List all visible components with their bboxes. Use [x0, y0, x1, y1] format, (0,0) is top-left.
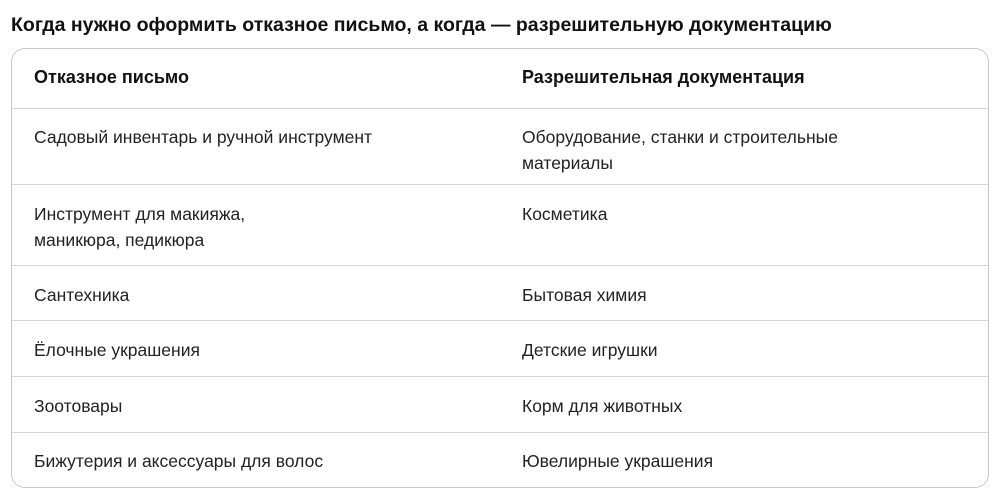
- cell-line: Оборудование, станки и строительные: [522, 127, 838, 147]
- table-cell-refusal: [12, 124, 500, 184]
- table-cell-permit: [500, 448, 988, 474]
- cell-line: Зоотовары: [34, 396, 123, 416]
- table-cell-permit: [500, 337, 988, 376]
- table-cell-refusal: [12, 393, 500, 432]
- table-cell-refusal: [12, 201, 500, 265]
- cell-line: Бытовая химия: [522, 285, 647, 305]
- cell-line: Косметика: [522, 204, 608, 224]
- cell-line: Корм для животных: [522, 396, 683, 416]
- table-cell-refusal: [12, 282, 500, 320]
- table-cell-permit: [500, 124, 988, 184]
- header-cell-permit-docs: Разрешительная документация: [522, 67, 805, 87]
- comparison-table: [11, 48, 989, 488]
- table-row: [12, 377, 988, 433]
- cell-line: Ёлочные украшения: [34, 340, 200, 360]
- cell-line: Инструмент для макияжа,: [34, 204, 246, 224]
- header-cell-refusal-letter: Отказное письмо: [34, 67, 189, 87]
- table-cell-refusal: [12, 337, 500, 376]
- cell-line: Детские игрушки: [522, 340, 658, 360]
- table-cell-permit: [500, 282, 988, 320]
- table-cell-refusal: [12, 448, 500, 474]
- table-cell-permit: [500, 201, 988, 265]
- cell-line: маникюра, педикюра: [34, 230, 205, 250]
- cell-line: материалы: [522, 153, 613, 173]
- table-row: [12, 433, 988, 474]
- cell-line: Ювелирные украшения: [522, 451, 714, 471]
- page-title: Когда нужно оформить отказное письмо, а когда — разрешительную документацию: [11, 14, 832, 36]
- table-row: [12, 185, 988, 266]
- table-row: [12, 321, 988, 377]
- table-header-row: [12, 49, 988, 109]
- table-row: [12, 109, 988, 185]
- cell-line: Бижутерия и аксессуары для волос: [34, 451, 324, 471]
- cell-line: Сантехника: [34, 285, 130, 305]
- cell-line: Садовый инвентарь и ручной инструмент: [34, 127, 373, 147]
- table-row: [12, 266, 988, 321]
- table-cell-permit: [500, 393, 988, 432]
